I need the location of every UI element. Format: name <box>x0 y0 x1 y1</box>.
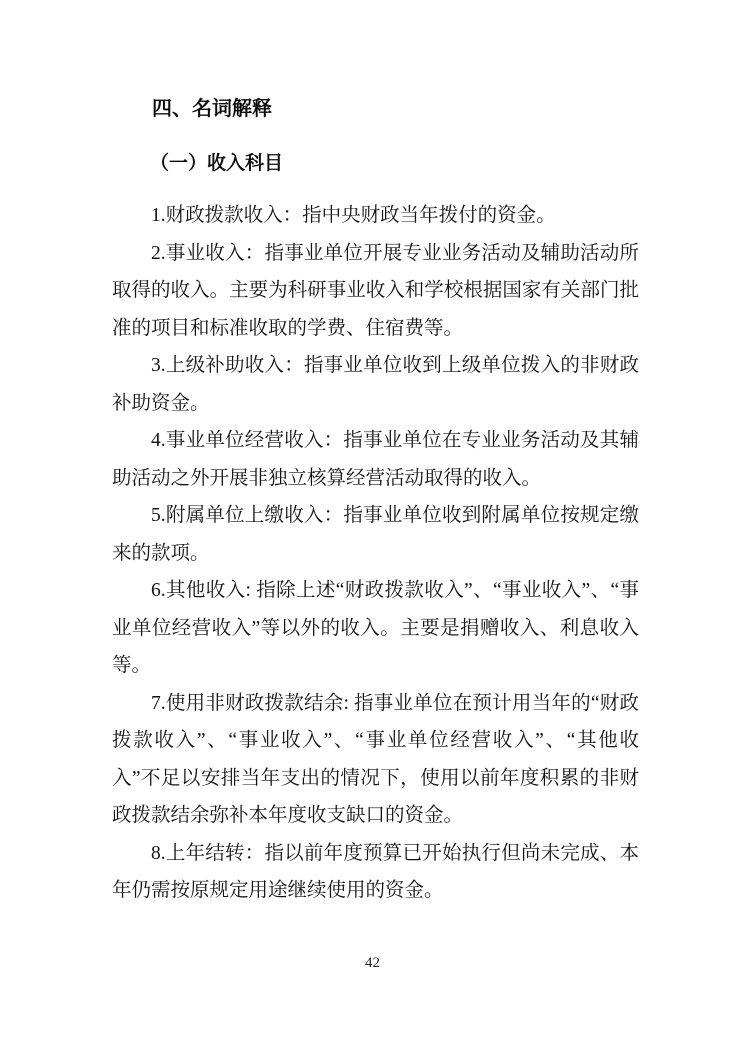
page-number: 42 <box>365 955 380 971</box>
body-text <box>112 197 639 910</box>
paragraph-income-2: 2.事业收入：指事业单位开展专业业务活动及辅助活动所取得的收入。主要为科研事业收入和学校根据国家有关部门批准的项目和标准收取的学费、住宿费等。 <box>112 242 639 339</box>
paragraph-income-3: 3.上级补助收入：指事业单位收到上级单位拨入的非财政补助资金。 <box>112 355 639 414</box>
paragraph-income-1: 1.财政拨款收入：指中央财政当年拨付的资金。 <box>151 205 556 226</box>
subsection-heading: （一）收入科目 <box>150 153 284 174</box>
paragraph-income-5: 5.附属单位上缴收入：指事业单位收到附属单位按规定缴来的款项。 <box>112 505 639 564</box>
paragraph-income-4: 4.事业单位经营收入：指事业单位在专业业务活动及其辅助活动之外开展非独立核算经营活动取得的收入。 <box>112 430 639 489</box>
paragraph-income-7: 7.使用非财政拨款结余: 指事业单位在预计用当年的“财政拨款收入”、“事业收入”、“事业单位经营收入”、“其他收入”不足以安排当年支出的情况下，使用以前年度积累的非财政拨款结余弥补本年度收支缺口的资金。 <box>112 692 639 826</box>
paragraph-income-6: 6.其他收入: 指除上述“财政拨款收入”、“事业收入”、“事业单位经营收入”等以外的收入。主要是捐赠收入、利息收入等。 <box>112 580 639 676</box>
section-heading: 四、名词解释 <box>152 98 272 120</box>
paragraph-income-8: 8.上年结转：指以前年度预算已开始执行但尚未完成、本年仍需按原规定用途继续使用的资金。 <box>112 842 639 901</box>
